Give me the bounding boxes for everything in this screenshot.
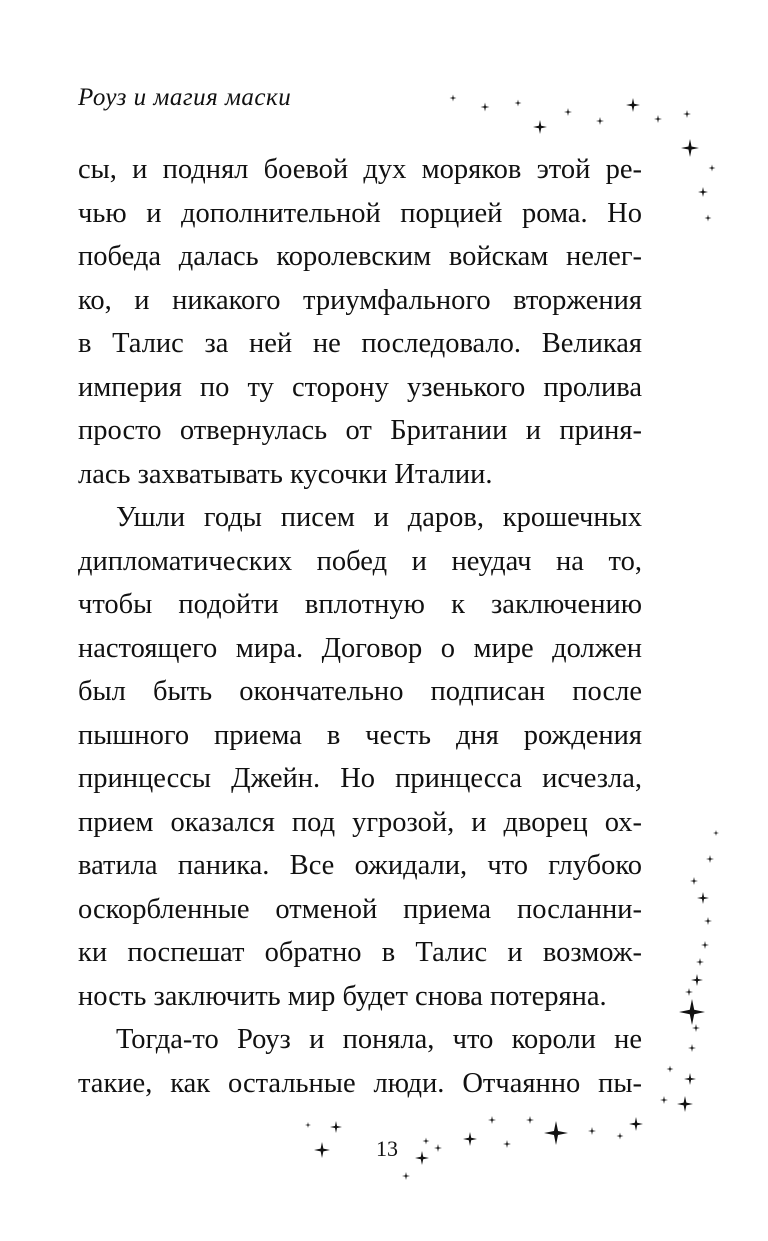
sparkle-star-icon	[654, 115, 662, 123]
sparkle-star-icon	[533, 120, 547, 134]
text-line: лась захватывать кусочки Италии.	[78, 458, 493, 490]
sparkle-star-icon	[488, 1116, 496, 1124]
sparkle-star-icon	[526, 1116, 534, 1124]
text-line: ватила паника. Все ожидали, что глубоко	[78, 850, 642, 881]
text-line: ко, и никакого триумфального вторжения	[78, 284, 642, 316]
text-line: ность заключить мир будет снова потеряна.	[78, 980, 607, 1012]
sparkle-star-icon	[696, 958, 704, 966]
sparkle-star-icon	[690, 877, 698, 885]
text-line: был быть окончательно подписан после	[78, 676, 642, 707]
sparkle-star-icon	[415, 1151, 429, 1165]
sparkle-star-icon	[588, 1127, 596, 1135]
sparkle-star-icon	[596, 117, 604, 125]
text-line: принцессы Джейн. Но принцесса исчезла,	[78, 763, 642, 794]
text-line: чью и дополнительной порцией рома. Но	[78, 197, 642, 229]
sparkle-star-icon	[688, 1044, 696, 1052]
sparkle-star-icon	[681, 139, 699, 157]
text-line: чтобы подойти вплотную к заключению	[78, 589, 642, 620]
sparkle-star-icon	[684, 1073, 696, 1085]
sparkle-star-icon	[423, 1138, 430, 1145]
sparkle-star-icon	[685, 988, 693, 996]
sparkle-star-icon	[402, 1172, 410, 1180]
text-line: дипломатических побед и неудач на то,	[78, 545, 642, 577]
sparkle-star-icon	[503, 1140, 511, 1148]
text-line: такие, как остальные люди. Отчаянно пы-	[78, 1067, 642, 1099]
sparkle-star-icon	[617, 1133, 624, 1140]
page-number: 13	[376, 1136, 398, 1161]
sparkle-star-icon	[629, 1117, 643, 1131]
sparkle-star-icon	[330, 1121, 342, 1133]
sparkle-star-icon	[434, 1144, 442, 1152]
running-head: Роуз и магия маски	[78, 84, 292, 111]
text-line: пышного приема в честь дня рождения	[78, 719, 642, 751]
text-line: просто отвернулась от Британии и приня-	[78, 415, 642, 446]
sparkle-star-icon	[698, 187, 708, 197]
sparkle-star-icon	[692, 1024, 700, 1032]
sparkle-star-icon	[450, 95, 457, 102]
text-line: сы, и поднял боевой дух моряков этой ре-	[78, 154, 642, 185]
sparkle-star-icon	[463, 1132, 477, 1146]
text-line: Тогда-то Роуз и поняла, что короли не	[116, 1024, 642, 1055]
sparkle-star-icon	[697, 892, 709, 904]
text-line: настоящего мира. Договор о мире должен	[78, 632, 642, 664]
sparkle-star-icon	[314, 1142, 330, 1158]
text-line: победа далась королевским войскам нелег-	[78, 241, 642, 272]
sparkle-star-icon	[667, 1066, 674, 1073]
sparkle-star-icon	[683, 110, 691, 118]
sparkle-star-icon	[701, 941, 709, 949]
sparkle-star-icon	[515, 100, 522, 107]
sparkle-star-icon	[626, 98, 640, 112]
sparkle-star-icon	[679, 999, 705, 1025]
sparkle-star-icon	[691, 974, 703, 986]
text-line: империя по ту сторону узенького пролива	[78, 371, 642, 403]
sparkle-star-icon	[481, 103, 490, 112]
sparkle-star-icon	[706, 855, 714, 863]
text-line: в Талис за ней не последовало. Великая	[78, 328, 642, 359]
sparkle-star-icon	[704, 917, 712, 925]
sparkle-star-icon	[713, 830, 719, 836]
text-line: ки поспешат обратно в Талис и возмож-	[78, 937, 642, 968]
sparkle-star-icon	[544, 1121, 568, 1145]
sparkle-star-icon	[709, 165, 716, 172]
sparkle-star-icon	[705, 215, 712, 222]
sparkle-star-icon	[677, 1096, 693, 1112]
sparkle-star-icon	[564, 108, 572, 116]
text-line: оскорбленные отменой приема посланни-	[78, 893, 642, 925]
sparkle-star-icon	[660, 1096, 668, 1104]
text-line: прием оказался под угрозой, и дворец ох-	[78, 806, 642, 838]
text-line: Ушли годы писем и даров, крошечных	[116, 502, 642, 533]
sparkle-star-icon	[305, 1122, 311, 1128]
